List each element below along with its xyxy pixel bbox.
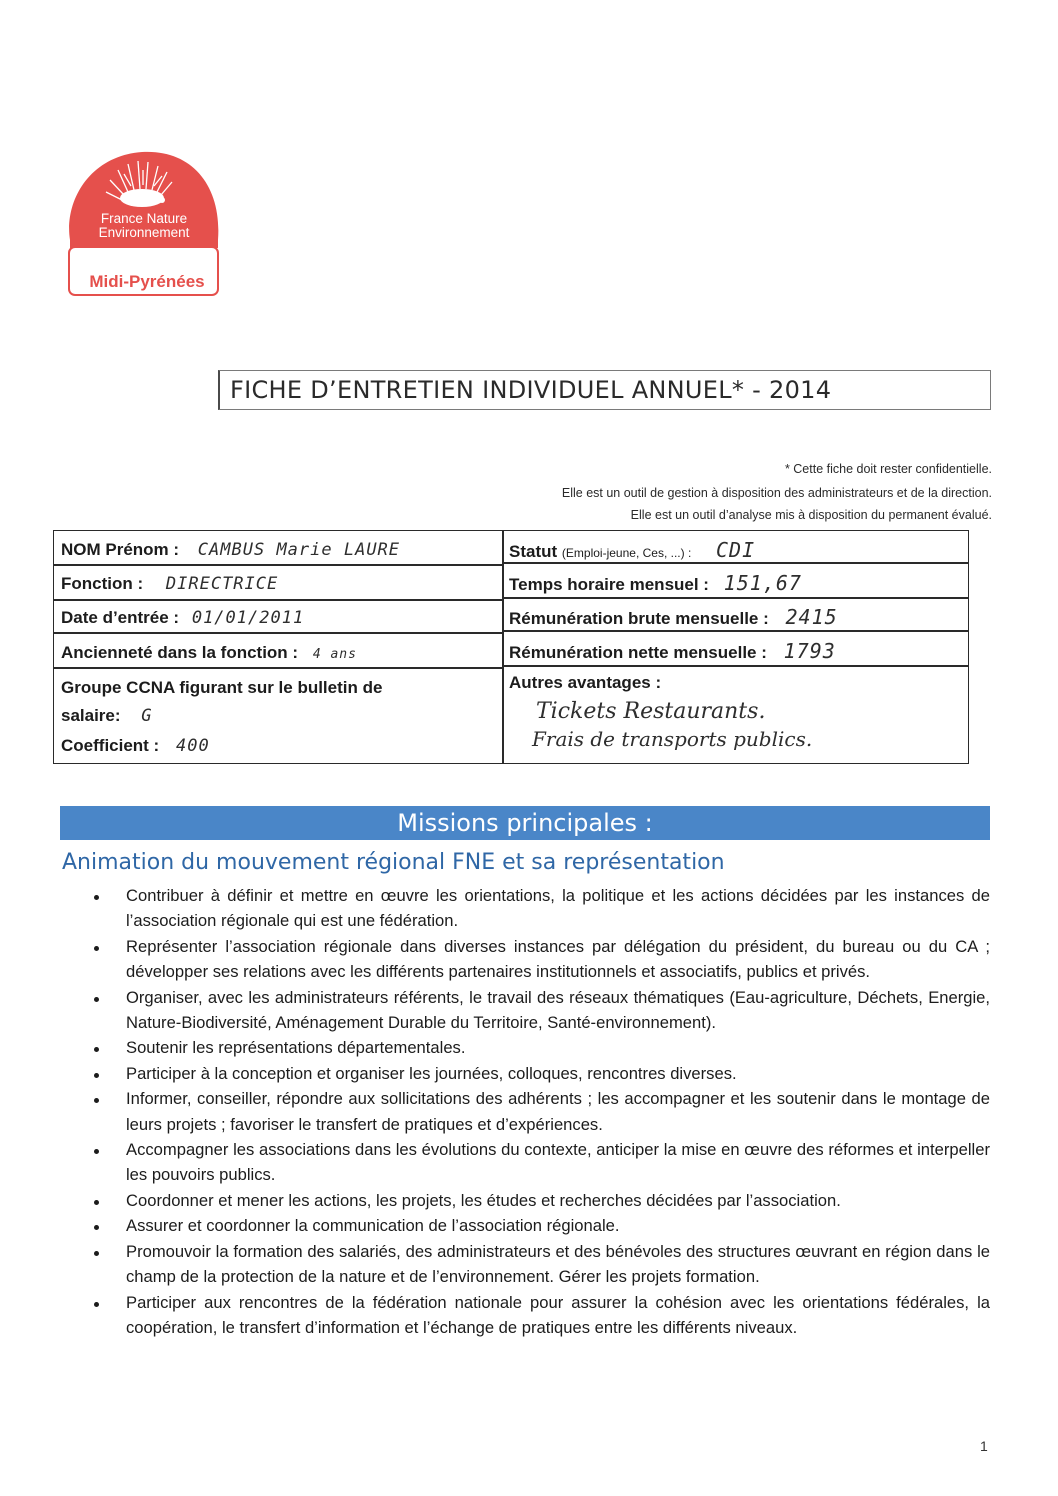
row-divider [503, 630, 968, 632]
date-value: 01/01/2011 [191, 608, 305, 628]
row-divider [54, 599, 502, 601]
missions-banner [60, 806, 990, 840]
fonction-label: Fonction : [61, 574, 144, 593]
bullet-icon [94, 1149, 99, 1154]
list-item [86, 1239, 990, 1290]
groupe-value: G [141, 706, 153, 726]
bullet-icon [94, 997, 99, 1002]
logo [60, 148, 228, 300]
coefficient-value: 400 [175, 736, 210, 756]
list-item-text: Soutenir les représentations départementales. [126, 1038, 466, 1058]
list-item [86, 1061, 990, 1086]
avantages-line1: Tickets Restaurants. [536, 699, 766, 724]
coefficient-label: Coefficient : [61, 736, 160, 755]
statut-value: CDI [716, 538, 756, 562]
nette-row [509, 639, 836, 663]
statut-hint: (Emploi-jeune, Ces, ...) : [561, 546, 692, 560]
logo-line1: France Nature [100, 211, 188, 226]
nom-row [61, 540, 400, 560]
logo-region: Midi-Pyrénées [89, 272, 205, 291]
avantages-label: Autres avantages : [509, 673, 662, 692]
fonction-value: DIRECTRICE [165, 574, 279, 594]
nom-label: NOM Prénom : [61, 540, 180, 559]
missions-list [86, 883, 990, 1340]
date-row [61, 608, 304, 628]
nom-value: CAMBUS Marie LAURE [197, 540, 401, 560]
list-item-text: Accompagner les associations dans les évolutions du contexte, anticiper la mise en œuvre des réformes et interpeller les pouvoirs publics. [126, 1140, 990, 1185]
bullet-icon [94, 895, 99, 900]
list-item [86, 1290, 990, 1341]
avantages-line2: Frais de transports publics. [532, 727, 813, 751]
list-item [86, 1086, 990, 1137]
temps-label: Temps horaire mensuel : [509, 575, 709, 594]
page-title: FICHE D’ENTRETIEN INDIVIDUEL ANNUEL* - 2014 [230, 376, 832, 404]
date-label: Date d’entrée : [61, 608, 180, 627]
groupe-row [61, 706, 153, 726]
note-confidential: * Cette fiche doit rester confidentielle. [784, 462, 992, 476]
brute-label: Rémunération brute mensuelle : [509, 609, 769, 628]
list-item-text: Participer à la conception et organiser les journées, colloques, rencontres diverses. [126, 1063, 737, 1083]
list-item [86, 985, 990, 1036]
list-item-text: Organiser, avec les administrateurs référents, le travail des réseaux thématiques (Eau-agriculture, Déchets, Energie, Nature-Biodiversité, Aménagement Durable du Territoire, Santé-environnement). [126, 987, 990, 1033]
list-item [86, 1213, 990, 1238]
table-divider [502, 531, 504, 763]
list-item [86, 883, 990, 934]
bullet-icon [94, 1098, 99, 1103]
section-heading: Animation du mouvement régional FNE et sa représentation [62, 850, 725, 875]
list-item [86, 934, 990, 985]
list-item-text: Assurer et coordonner la communication de l’association régionale. [126, 1216, 620, 1236]
bullet-icon [94, 1225, 99, 1230]
bullet-icon [94, 946, 99, 951]
list-item-text: Participer aux rencontres de la fédération nationale pour assurer la cohésion avec les orientations fédérales, la coopération, le transfert d’information et l’échange de pratiques entre les différents niveaux. [126, 1292, 990, 1337]
row-divider [503, 597, 968, 599]
logo-line2: Environnement [98, 225, 190, 240]
list-item [86, 1188, 990, 1213]
row-divider [54, 564, 502, 566]
list-item-text: Représenter l’association régionale dans diverses instances par délégation du président, du bureau ou du CA ; développer ses relations avec les différents partenaires institutionnels et associatifs, publics et privés. [126, 936, 990, 982]
bullet-icon [94, 1047, 99, 1052]
bullet-icon [94, 1073, 99, 1078]
bullet-icon [94, 1251, 99, 1256]
employee-info-table [53, 530, 969, 764]
list-item-text: Contribuer à définir et mettre en œuvre les orientations, la politique et les actions décidées par les instances de l’association régionale qui est une fédération. [126, 886, 990, 931]
list-item [86, 1137, 990, 1188]
list-item-text: Promouvoir la formation des salariés, des administrateurs et des bénévoles des structures œuvrant en région dans le champ de la protection de la nature et de l’environnement. Gérer les projets formation. [126, 1241, 990, 1287]
anciennete-label: Ancienneté dans la fonction : [61, 643, 299, 662]
row-divider [54, 632, 502, 634]
statut-label: Statut [509, 542, 558, 561]
row-divider [54, 667, 502, 669]
fonction-row [61, 574, 278, 594]
brute-value: 2415 [785, 605, 838, 629]
coefficient-row [61, 736, 210, 756]
statut-row [509, 538, 755, 562]
note-analysis: Elle est un outil d’analyse mis à disposition du permanent évalué. [630, 508, 992, 522]
nette-value: 1793 [783, 639, 836, 663]
missions-title: Missions principales : [397, 809, 653, 837]
row-divider [503, 562, 968, 564]
groupe-label: salaire: [61, 706, 121, 725]
temps-row [509, 571, 802, 595]
brute-row [509, 605, 838, 629]
anciennete-row [61, 643, 357, 663]
list-item-text: Coordonner et mener les actions, les projets, les études et recherches décidées par l’association. [126, 1190, 841, 1210]
anciennete-value: 4 ans [312, 647, 357, 662]
list-item-text: Informer, conseiller, répondre aux sollicitations des adhérents ; les accompagner et les soutenir dans le montage de leurs projets ; favoriser le transfert de pratiques et d’expériences. [126, 1089, 990, 1134]
note-management: Elle est un outil de gestion à disposition des administrateurs et de la direction. [561, 486, 992, 500]
list-item [86, 1035, 990, 1060]
bullet-icon [94, 1302, 99, 1307]
title-box [218, 370, 991, 410]
groupe-label-line1: Groupe CCNA figurant sur le bulletin de [61, 678, 383, 697]
temps-value: 151,67 [723, 571, 802, 595]
nette-label: Rémunération nette mensuelle : [509, 643, 767, 662]
page-number: 1 [980, 1438, 988, 1454]
row-divider [503, 665, 968, 667]
bullet-icon [94, 1200, 99, 1205]
